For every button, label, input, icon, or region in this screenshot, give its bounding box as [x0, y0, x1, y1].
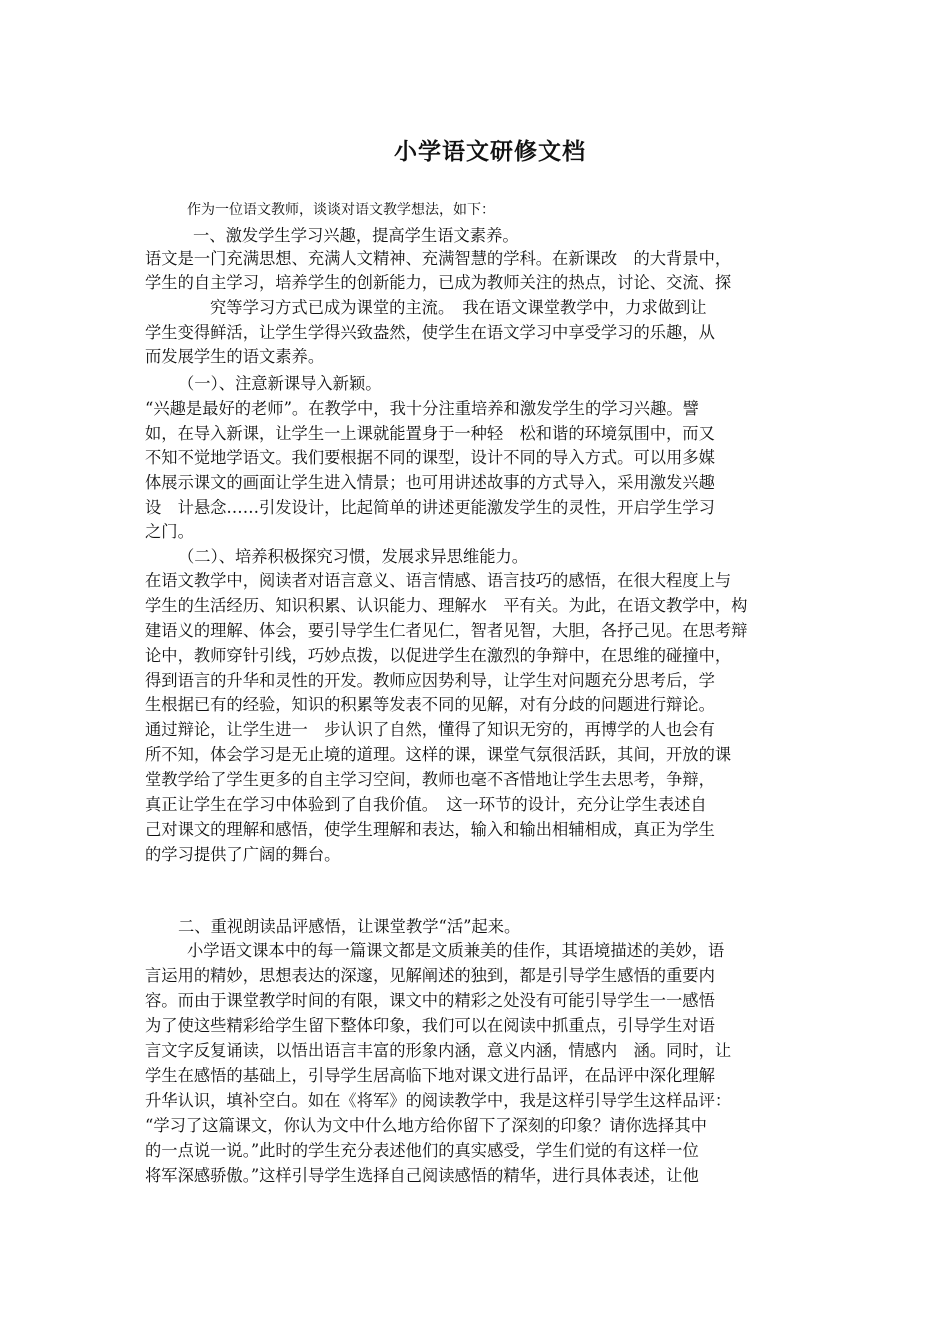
subsection-heading-2: （二）、培养积极探究习惯，发展求异思维能力。 [178, 547, 529, 566]
paragraph-line: 的一点说一说。”此时的学生充分表述他们的真实感受，学生们觉的有这样一位 [145, 1141, 699, 1160]
paragraph-line: 如，在导入新课，让学生一上课就能置身于一种轻 松和谐的环境氛围中，而又 [145, 424, 715, 443]
paragraph-line: 体展示课文的画面让学生进入情景；也可用讲述故事的方式导入，采用激发兴趣 [145, 473, 715, 492]
section-heading-1: 一、激发学生学习兴趣，提高学生语文素养。 [193, 226, 519, 245]
paragraph-line: 真正让学生在学习中体验到了自我价值。 这一环节的设计，充分让学生表述自 [145, 795, 707, 814]
paragraph-line: 生根据已有的经验，知识的积累等发表不同的见解，对有分歧的问题进行辩论。 [145, 695, 715, 714]
paragraph-line: 升华认识，填补空白。如在《将军》的阅读教学中，我是这样引导学生这样品评： [145, 1091, 732, 1110]
paragraph-line: 小学语文课本中的每一篇课文都是文质兼美的佳作，其语境描述的美妙，语 [187, 941, 725, 960]
paragraph-line: 通过辩论，让学生进一 步认识了自然，懂得了知识无穷的，再博学的人也会有 [145, 720, 715, 739]
paragraph-line: 学生的生活经历、知识积累、认识能力、理解水 平有关。为此，在语文教学中，构 [145, 596, 748, 615]
paragraph-line: 学生的自主学习，培养学生的创新能力，已成为教师关注的热点，讨论、交流、探 [145, 273, 732, 292]
paragraph-line: 在语文教学中，阅读者对语言意义、语言情感、语言技巧的感悟，在很大程度上与 [145, 571, 732, 590]
paragraph-line: 的学习提供了广阔的舞台。 [145, 845, 341, 864]
paragraph-line: 论中，教师穿针引线，巧妙点拨，以促进学生在激烈的争辩中，在思维的碰撞中， [145, 646, 732, 665]
document-title: 小学语文研修文档 [394, 139, 586, 165]
paragraph-line: 之门。 [145, 522, 194, 541]
paragraph-line: 设 计悬念……引发设计，比起简单的讲述更能激发学生的灵性，开启学生学习 [145, 498, 715, 517]
paragraph-line: 言运用的精妙，思想表达的深邃，见解阐述的独到，都是引导学生感悟的重要内 [145, 966, 715, 985]
paragraph-line: 言文字反复诵读，以悟出语言丰富的形象内涵，意义内涵，情感内 涵。同时，让 [145, 1041, 732, 1060]
paragraph-line: 得到语言的升华和灵性的开发。教师应因势利导，让学生对问题充分思考后，学 [145, 671, 715, 690]
paragraph-line: 所不知，体会学习是无止境的道理。这样的课，课堂气氛很活跃，其间，开放的课 [145, 745, 732, 764]
paragraph-line: “兴趣是最好的老师”。在教学中，我十分注重培养和激发学生的学习兴趣。譬 [145, 399, 699, 418]
paragraph-line: 作为一位语文教师，谈谈对语文教学想法，如下： [187, 202, 495, 218]
paragraph-line: “学习了这篇课文，你认为文中什么地方给你留下了深刻的印象？请你选择其中 [145, 1116, 707, 1135]
paragraph-line: 为了使这些精彩给学生留下整体印象，我们可以在阅读中抓重点，引导学生对语 [145, 1016, 715, 1035]
paragraph-line: 己对课文的理解和感悟，使学生理解和表达，输入和输出相辅相成，真正为学生 [145, 820, 715, 839]
paragraph-line: 不知不觉地学语文。我们要根据不同的课型，设计不同的导入方式。可以用多媒 [145, 448, 715, 467]
paragraph-line: 究等学习方式已成为课堂的主流。 我在语文课堂教学中，力求做到让 [210, 298, 707, 317]
paragraph-line: 堂教学给了学生更多的自主学习空间，教师也毫不吝惜地让学生去思考，争辩， [145, 770, 715, 789]
paragraph-line: 学生在感悟的基础上，引导学生居高临下地对课文进行品评，在品评中深化理解 [145, 1066, 715, 1085]
paragraph-line: 学生变得鲜活，让学生学得兴致盎然，使学生在语文学习中享受学习的乐趣，从 [145, 323, 715, 342]
paragraph-line: 语文是一门充满思想、充满人文精神、充满智慧的学科。在新课改 的大背景中， [145, 249, 732, 268]
subsection-heading-1: （一）、注意新课导入新颖。 [178, 374, 382, 393]
paragraph-line: 将军深感骄傲。”这样引导学生选择自己阅读感悟的精华，进行具体表述，让他 [145, 1166, 699, 1185]
paragraph-line: 建语义的理解、体会，要引导学生仁者见仁，智者见智，大胆，各抒己见。在思考辩 [145, 621, 748, 640]
paragraph-line: 而发展学生的语文素养。 [145, 347, 325, 366]
section-heading-2: 二、重视朗读品评感悟，让课堂教学“活”起来。 [178, 917, 521, 936]
paragraph-line: 容。而由于课堂教学时间的有限，课文中的精彩之处没有可能引导学生一一感悟 [145, 991, 715, 1010]
